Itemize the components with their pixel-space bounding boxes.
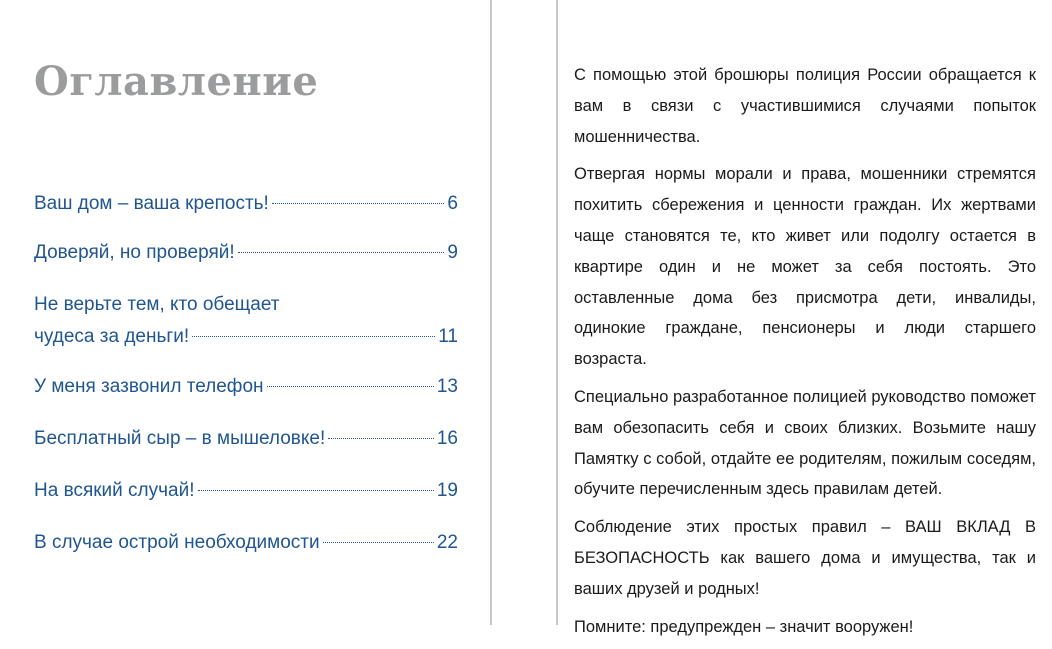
toc-entry-page[interactable]: 16 xyxy=(436,428,458,449)
toc-title: Оглавление xyxy=(34,58,319,105)
toc-entry[interactable] xyxy=(34,373,458,401)
toc-entry-label[interactable]: У меня зазвонил телефон xyxy=(34,376,264,397)
toc-entry-page[interactable]: 9 xyxy=(447,242,458,263)
toc-entry-label[interactable]: На всякий случай! xyxy=(34,480,195,501)
toc-dot-leader xyxy=(328,438,434,439)
toc-entry-label[interactable]: Ваш дом – ваша крепость! xyxy=(34,193,269,214)
toc-entry-page[interactable]: 13 xyxy=(436,376,458,397)
toc-entry-page[interactable]: 19 xyxy=(436,480,458,501)
intro-paragraph: С помощью этой брошюры полиция России обращается к вам в связи с участившимися случаями попыток мошенничества. xyxy=(574,66,1036,146)
toc-entry-page[interactable]: 11 xyxy=(438,326,458,347)
toc-entry-label-line1[interactable]: Не верьте тем, кто обещает xyxy=(34,294,280,315)
toc-entry[interactable] xyxy=(34,291,458,351)
toc-entry-label[interactable]: В случае острой необходимости xyxy=(34,532,320,553)
toc-entry-label[interactable]: Бесплатный сыр – в мышеловке! xyxy=(34,428,326,449)
toc-dot-leader xyxy=(272,203,445,204)
toc-entry-page[interactable]: 22 xyxy=(436,532,458,553)
toc-entry[interactable] xyxy=(34,190,458,218)
intro-paragraph: Специально разработанное полицией руководство поможет вам обезопасить себя и своих близких. Возьмите нашу Памятку с собой, отдайте ее родителям, пожилым соседям, обучите перечисленным здесь правилам детей. xyxy=(574,387,1036,499)
toc-dot-leader xyxy=(323,542,434,543)
toc-entry[interactable] xyxy=(34,239,458,267)
toc-entry-label[interactable]: чудеса за деньги! xyxy=(34,326,190,347)
toc-dot-leader xyxy=(238,252,445,253)
toc-entry[interactable] xyxy=(34,477,458,505)
toc-entry[interactable] xyxy=(34,529,458,557)
toc-entry-page[interactable]: 6 xyxy=(447,193,458,214)
intro-paragraph: Соблюдение этих простых правил – ВАШ ВКЛАД В БЕЗОПАСНОСТЬ как вашего дома и имущества, так и ваших друзей и родных! xyxy=(574,518,1036,598)
toc-dot-leader xyxy=(267,386,434,387)
page-gutter xyxy=(492,0,556,625)
toc-entry[interactable] xyxy=(34,425,458,453)
toc-dot-leader xyxy=(192,336,435,337)
left-page xyxy=(0,0,490,625)
intro-text xyxy=(574,60,1036,649)
intro-paragraph: Помните: предупрежден – значит вооружен! xyxy=(574,617,914,636)
toc-dot-leader xyxy=(198,490,434,491)
intro-paragraph: Отвергая нормы морали и права, мошенники стремятся похитить сбережения и ценности граждан. Их жертвами чаще становятся те, кто живет или подолгу остается в квартире один и не может за себя постоять. Это оставленные дома без присмотра дети, инвалиды, одинокие граждане, пенсионеры и люди старшего возраста. xyxy=(574,165,1036,369)
toc-entry-label[interactable]: Доверяй, но проверяй! xyxy=(34,242,235,263)
